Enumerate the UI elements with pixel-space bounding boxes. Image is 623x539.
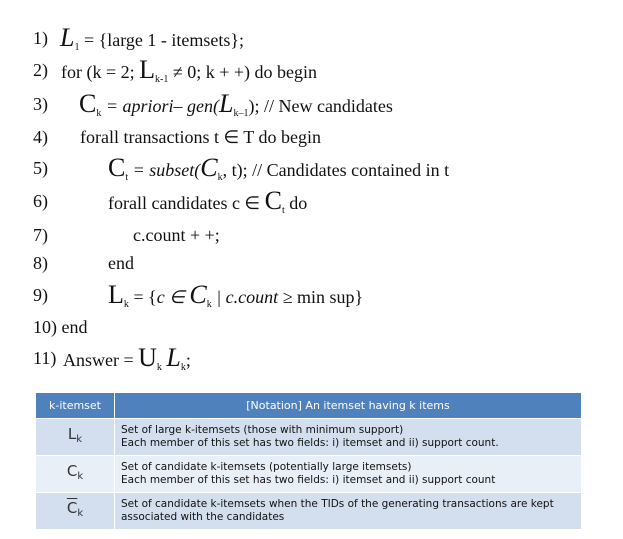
subscript: k	[77, 508, 84, 519]
notation-table	[36, 393, 581, 529]
algo-line-7	[33, 224, 220, 246]
symbol-C: C	[200, 153, 218, 182]
line-number: 3)	[33, 94, 48, 114]
description-line: Set of candidate k-itemsets (potentially large itemsets)	[121, 461, 412, 473]
subscript: k	[206, 299, 212, 310]
code-text: ≠ 0; k + +) do begin	[168, 62, 318, 82]
function-name: subset(	[149, 160, 201, 180]
algo-line-5	[33, 153, 450, 183]
description-line: Each member of this set has two fields: i) itemset and ii) support count.	[121, 437, 499, 449]
symbol-L: L	[108, 280, 124, 309]
symbol-C: C	[264, 186, 282, 215]
code-text: , t); // Candidates contained in t	[222, 160, 450, 180]
subscript: k	[156, 362, 162, 373]
code-text: ); // New candidates	[248, 96, 393, 116]
header-symbol: k-itemset	[36, 393, 115, 419]
symbol-C: C	[66, 462, 78, 480]
algo-line-8	[33, 252, 134, 274]
algo-line-2	[33, 55, 318, 85]
table-row	[36, 456, 581, 493]
subscript: k	[96, 108, 102, 119]
subscript: k	[123, 299, 129, 310]
description-line: associated with the candidates	[121, 511, 285, 523]
code-text: min sup}	[297, 287, 364, 307]
symbol-C-bar: $\overline{C}$	[66, 499, 78, 517]
header-description: [Notation] An itemset having k items	[115, 393, 582, 419]
function-name: apriori– gen(	[122, 96, 219, 116]
line-number: 4)	[33, 127, 48, 147]
row-symbol	[36, 419, 115, 456]
symbol-L: L	[219, 89, 234, 118]
algo-line-10	[33, 316, 88, 338]
line-number: 7)	[33, 225, 48, 245]
line-number: 11)	[33, 348, 57, 368]
subscript: t	[281, 205, 285, 216]
subscript: t	[125, 172, 129, 183]
line-number: 2)	[33, 60, 48, 80]
algo-line-11	[33, 343, 191, 373]
row-symbol	[36, 456, 115, 493]
line-number: 5)	[33, 158, 48, 178]
algo-line-9	[33, 280, 364, 310]
table-row	[36, 493, 581, 530]
subscript: k-1	[155, 74, 169, 85]
code-text: | c.count ≥	[211, 287, 298, 307]
symbol-C: C	[189, 280, 207, 309]
code-text: for (k = 2;	[61, 62, 140, 82]
code-text: forall transactions t ∈ T do begin	[80, 127, 321, 147]
subscript: k	[180, 362, 186, 373]
code-text: =	[101, 96, 123, 116]
line-number: 10)	[33, 317, 57, 337]
code-text: Answer =	[63, 350, 139, 370]
symbol-L: L	[60, 23, 75, 52]
code-text: forall candidates c ∈	[108, 193, 265, 213]
subscript: k	[76, 434, 83, 445]
code-text: = {large 1 - itemsets};	[79, 30, 245, 50]
description-line: Set of large k-itemsets (those with minimum support)	[121, 424, 404, 436]
algo-line-1	[33, 23, 245, 53]
algo-line-6	[33, 186, 308, 216]
code-text: ;	[185, 350, 191, 370]
symbol-C: C	[108, 153, 126, 182]
symbol-L: L	[139, 55, 156, 84]
symbol-L: L	[166, 343, 181, 372]
algo-line-3	[33, 89, 393, 119]
union-symbol: U	[138, 343, 157, 372]
symbol-L: L	[67, 425, 77, 443]
code-text: =	[128, 160, 150, 180]
subscript: k	[217, 172, 223, 183]
row-description	[115, 419, 582, 456]
table-row	[36, 419, 581, 456]
code-text: end	[61, 317, 88, 337]
row-description	[115, 456, 582, 493]
code-text: = {	[128, 287, 157, 307]
table-header-row	[36, 393, 581, 419]
code-text: end	[108, 253, 134, 273]
code-text: c.count + +;	[133, 225, 220, 245]
subscript: k	[77, 471, 84, 482]
symbol-C: C	[79, 89, 97, 118]
row-symbol	[36, 493, 115, 530]
code-text: c ∈	[156, 287, 190, 307]
line-number: 8)	[33, 253, 48, 273]
line-number: 1)	[33, 28, 48, 48]
subscript: 1	[74, 42, 80, 53]
line-number: 6)	[33, 191, 48, 211]
description-line: Each member of this set has two fields: i) itemset and ii) support count	[121, 474, 496, 486]
code-text: do	[284, 193, 308, 213]
row-description	[115, 493, 582, 530]
line-number: 9)	[33, 285, 48, 305]
description-line: Set of candidate k-itemsets when the TIDs of the generating transactions are kept	[121, 498, 554, 510]
algo-line-4	[33, 126, 321, 148]
subscript: k–1	[233, 108, 249, 119]
